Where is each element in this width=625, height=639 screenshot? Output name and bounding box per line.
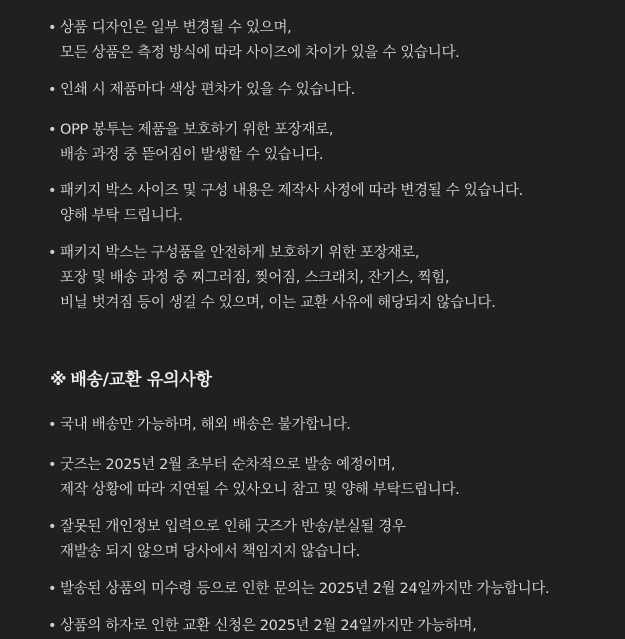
bullet-icon: • [48,122,57,138]
list-item [48,16,618,66]
list-item [48,413,618,438]
bullet-icon: • [48,457,57,473]
list-item-text: 굿즈는 2025년 2월 초부터 순차적으로 발송 예정이며, [60,457,396,473]
bullet-icon: • [48,183,57,199]
list-item-text: 잘못된 개인정보 입력으로 인해 굿즈가 반송/분실될 경우 [60,519,406,535]
section-title: 배송/교환 유의사항 [70,370,212,390]
list-item-text: 비닐 벗겨짐 등이 생길 수 있으며, 이는 교환 사유에 해당되지 않습니다. [60,295,496,311]
list-item-text: 재발송 되지 않으며 당사에서 책임지지 않습니다. [60,544,360,560]
list-item-text: 발송된 상품의 미수령 등으로 인한 문의는 2025년 2월 24일까지만 가능합니다. [60,581,550,597]
bullet-icon: • [48,618,57,634]
list-item [48,515,618,565]
list-item-text: 인쇄 시 제품마다 색상 편차가 있을 수 있습니다. [60,82,355,98]
list-item-text: 모든 상품은 측정 방식에 따라 사이즈에 차이가 있을 수 있습니다. [60,45,460,61]
list-item [48,577,618,602]
bullet-icon: • [48,519,57,535]
list-item-text: 포장 및 배송 과정 중 찌그러짐, 찢어짐, 스크래치, 잔기스, 찍힘, [60,270,450,286]
list-item [48,179,618,229]
list-item-text: 패키지 박스 사이즈 및 구성 내용은 제작사 사정에 따라 변경될 수 있습니다. [60,183,523,199]
list-item [48,78,618,103]
list-item-text: 양해 부탁 드립니다. [60,208,183,224]
list-item-text: 국내 배송만 가능하며, 해외 배송은 불가합니다. [60,417,351,433]
list-item [48,118,618,168]
list-item-text: 제작 상황에 따라 지연될 수 있사오니 참고 및 양해 부탁드립니다. [60,482,460,498]
bullet-icon: • [48,417,57,433]
list-item-text: 패키지 박스는 구성품을 안전하게 보호하기 위한 포장재로, [60,245,420,261]
bullet-icon: • [48,245,57,261]
section-heading [50,365,212,390]
list-item-text: 상품의 하자로 인한 교환 신청은 2025년 2월 24일까지만 가능하며, [60,618,477,634]
bullet-icon: • [48,82,57,98]
list-item [48,453,618,503]
list-item-text: OPP 봉투는 제품을 보호하기 위한 포장재로, [60,122,334,138]
list-item [48,614,618,639]
reference-mark-icon: ※ [50,370,67,390]
list-item-text: 배송 과정 중 뜯어짐이 발생할 수 있습니다. [60,147,324,163]
list-item [48,241,618,316]
bullet-icon: • [48,581,57,597]
bullet-icon: • [48,20,57,36]
list-item-text: 상품 디자인은 일부 변경될 수 있으며, [60,20,292,36]
